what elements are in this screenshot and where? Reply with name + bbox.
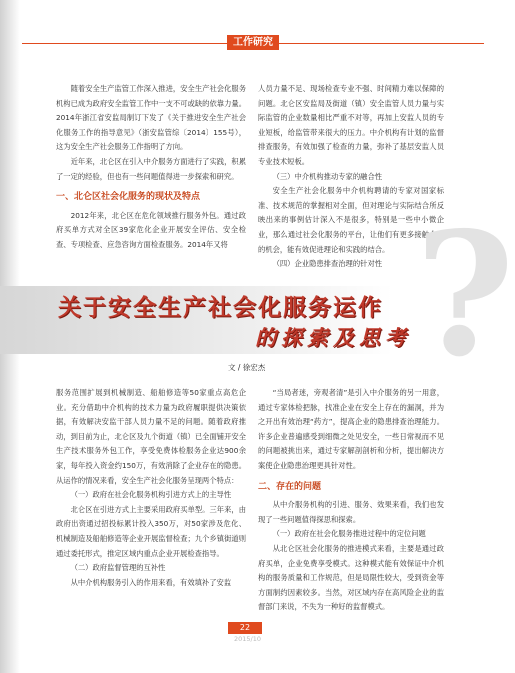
- right-column-bottom: [258, 386, 444, 615]
- paragraph: 近年来，北仑区在引入中介服务方面进行了实践，积累了一定的经验，但也有一些问题值得进一步探索和研究。: [56, 156, 246, 181]
- left-column-top: [56, 82, 246, 253]
- issue-date: 2015/10: [234, 635, 262, 643]
- page-number: 22: [228, 622, 262, 634]
- author-byline: 文 / 徐宏杰: [228, 363, 266, 372]
- paragraph: 随着安全生产监管工作深入推进，安全生产社会化服务机构已成为政府安全监管工作中一支不可或缺的依靠力量。2014年浙江省安监局制订下发了《关于推进安全生产社会化服务工作的指导意见》（浙安监管综〔2014〕155号），这为安全生产社会服务工作指明了方向。: [56, 84, 246, 152]
- subheading: （一）政府在社会化服务机构引进方式上的主导性: [70, 490, 232, 500]
- question-mark-decoration: ?: [415, 195, 515, 395]
- paragraph: 从中介机构服务引入的作用来看，有效填补了安监: [70, 577, 232, 587]
- paragraph: 2012年来，北仑区在危化领域推行服务外包。通过政府买单方式对全区39家危化企业开展安全评估、安全检查、专项检查、应急咨询方面检查服务。2014年又将: [56, 210, 246, 249]
- section-tag: 工作研究: [227, 35, 279, 50]
- paragraph: “当局者迷，旁观者清”是引入中介服务的另一用意，通过专家体检把脉，找准企业在安全上存在的漏洞，并为之开出有效治理“药方”，提高企业的隐患排查治理能力。许多企业普遍感受到细微之处见安全，一些日常视而不见的问题被挑出来，通过专家解剖剖析和分析，提出解决方案使企业隐患治理更具针对性。: [258, 388, 444, 470]
- paragraph: 从北仑区社会化服务的推进模式来看，主要是通过政府买单，企业免费享受模式。这种模式能有效保证中介机构的服务质量和工作规范，但是局限性较大，受到资金等方面制约因素较多。当然，对区域内存在高风险企业的监督部门来说，不失为一种好的监督模式。: [258, 543, 444, 612]
- subheading: （二）政府监督管理的互补性: [70, 563, 166, 573]
- section-heading: 二、存在的问题: [258, 481, 322, 492]
- paragraph: 服务范围扩展到机械制造、船舶修造等50家重点高危企业。充分借助中介机构的技术力量为政府履职提供决策依据，有效解决安监干部人员力量不足的问题。随着政府推动，到目前为止，北仑区及九个街道（镇）已全面铺开安全生产技术服务外包工作，享受免费体检服务企业达900余家，每年投入资金约150万，有效消除了企业存在的隐患。从运作的情况来看，安全生产社会化服务呈现两个特点：: [56, 388, 246, 485]
- subheading: （一）政府在社会化服务推进过程中的定位问题: [272, 529, 426, 539]
- article-title-line1: 关于安全生产社会化服务运作: [58, 294, 383, 321]
- article-title-line2: 的探索及思考: [255, 325, 411, 350]
- subheading: （四）企业隐患排查治理的针对性: [272, 259, 383, 269]
- section-heading: 一、北仑区社会化服务的现状及特点: [56, 192, 201, 203]
- paragraph: 北仑区在引进方式上主要采用政府买单型。三年来，由政府出资通过招投标累计投入350万，对50家涉及危化、机械制造及船舶修造等企业开展监督检查；九个乡镇街道则通过委托形式，推定区域内重点企业开展检查指导。: [56, 504, 246, 558]
- subheading: （三）中介机构推动专家的融合性: [272, 171, 383, 181]
- paragraph: 从中介服务机构的引进、服务、效果来看，我们也发现了一些问题值得探思和探索。: [258, 500, 444, 524]
- paragraph: 安全生产社会化服务中介机构聘请的专家对国家标准、技术规范的掌握相对全面，但对理论与实际结合所反映出来的事例估计深入不是很多，特别是一些中小微企业，那么通过社会化服务的平台，让他们有更多接触企业的机会，能有效促进理论和实践的结合。: [258, 186, 444, 254]
- left-column-bottom: [56, 386, 246, 590]
- paragraph: 人员力量不足、现场检查专业不强、时间精力难以保障的问题。北仑区安监局及街道（镇）安全监管人员力量与实际监管的企业数量相比严重不对等，再加上安监人员的专业短板，给监管带来很大的压力。中介机构有计划的监督排查服务，有效加强了检查的力量，弥补了基层安监人员专业技术短板。: [258, 84, 444, 166]
